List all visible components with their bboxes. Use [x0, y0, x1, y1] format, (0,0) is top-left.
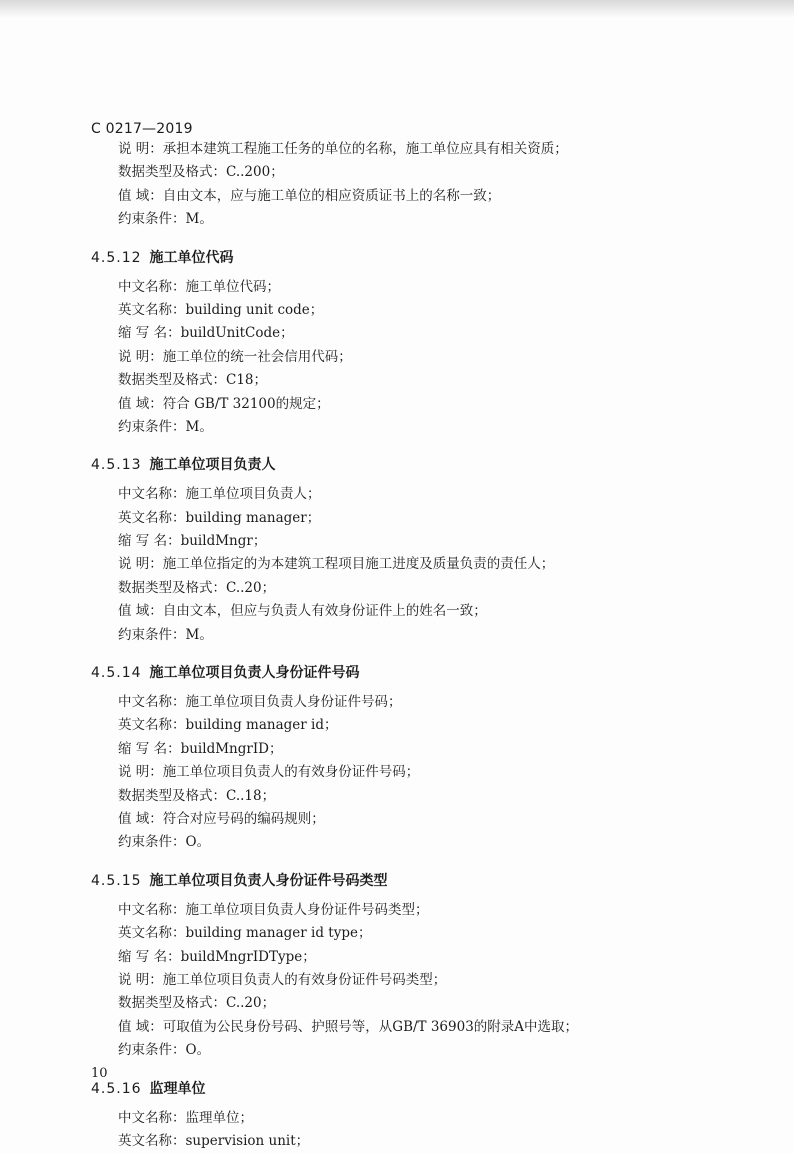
field-row: [118, 185, 731, 208]
field-label: 说 明: [118, 764, 149, 780]
field-separator: ：: [167, 325, 181, 341]
field-value: buildMngr；: [181, 533, 267, 549]
intro-fields: [91, 138, 731, 232]
field-value: O。: [186, 834, 211, 850]
field-value: C..200；: [226, 164, 284, 180]
section: [91, 439, 731, 647]
field-label: 缩 写 名: [118, 533, 167, 549]
field-value: 自由文本，应与施工单位的相应资质证书上的名称一致；: [163, 188, 501, 204]
field-label: 数据类型及格式: [118, 164, 213, 180]
section-title: [91, 661, 731, 685]
field-separator: ：: [213, 788, 227, 804]
field-value: M。: [186, 211, 213, 227]
field-row: [118, 1039, 731, 1062]
field-value: 施工单位的统一社会信用代码；: [163, 349, 352, 365]
field-label: 值 域: [118, 188, 149, 204]
field-label: 英文名称: [118, 717, 172, 733]
field-row: [118, 624, 731, 647]
field-separator: ：: [172, 211, 186, 227]
field-value: buildMngrIDType；: [181, 949, 316, 965]
field-label: 说 明: [118, 349, 149, 365]
field-separator: ：: [172, 279, 186, 295]
field-row: [118, 761, 731, 784]
field-separator: ：: [172, 694, 186, 710]
field-label: 约束条件: [118, 1042, 172, 1058]
section: [91, 855, 731, 1063]
field-label: 数据类型及格式: [118, 995, 213, 1011]
field-separator: ：: [172, 925, 186, 941]
section-heading: 施工单位项目负责人身份证件号码: [150, 665, 360, 681]
field-label: 英文名称: [118, 510, 172, 526]
field-value: building unit code；: [186, 302, 324, 318]
field-value: 施工单位代码；: [186, 279, 281, 295]
field-row: [118, 1016, 731, 1039]
field-row: [118, 785, 731, 808]
field-separator: ：: [213, 164, 227, 180]
field-label: 说 明: [118, 972, 149, 988]
field-label: 数据类型及格式: [118, 580, 213, 596]
field-value: 施工单位项目负责人；: [186, 486, 321, 502]
field-label: 约束条件: [118, 211, 172, 227]
field-value: buildMngrID；: [181, 741, 283, 757]
field-value: 监理单位；: [186, 1110, 254, 1126]
field-value: building manager；: [186, 510, 321, 526]
field-row: [118, 416, 731, 439]
field-label: 值 域: [118, 603, 149, 619]
field-row: [118, 553, 731, 576]
field-row: [118, 691, 731, 714]
field-row: [118, 393, 731, 416]
field-row: [118, 946, 731, 969]
section-number: 4.5.13: [91, 457, 142, 473]
field-row: [118, 208, 731, 231]
field-label: 中文名称: [118, 694, 172, 710]
field-separator: ：: [149, 556, 163, 572]
scan-edge: [0, 0, 794, 18]
field-label: 中文名称: [118, 1110, 172, 1126]
field-separator: ：: [149, 764, 163, 780]
field-value: 承担本建筑工程施工任务的单位的名称，施工单位应具有相关资质；: [163, 141, 568, 157]
field-label: 缩 写 名: [118, 325, 167, 341]
field-value: 可取值为公民身份号码、护照号等，从GB/T 36903的附录A中选取；: [163, 1019, 578, 1035]
field-value: M。: [186, 627, 213, 643]
field-row: [118, 899, 731, 922]
field-value: 符合对应号码的编码规则；: [163, 811, 325, 827]
field-label: 数据类型及格式: [118, 372, 213, 388]
field-row: [118, 276, 731, 299]
standard-code-header: C 0217—2019: [91, 121, 193, 137]
field-label: 约束条件: [118, 627, 172, 643]
field-separator: ：: [172, 419, 186, 435]
field-separator: ：: [167, 741, 181, 757]
field-value: C18；: [226, 372, 267, 388]
field-row: [118, 922, 731, 945]
field-row: [118, 600, 731, 623]
field-label: 说 明: [118, 141, 149, 157]
field-label: 缩 写 名: [118, 949, 167, 965]
field-separator: ：: [172, 902, 186, 918]
document-body: [91, 138, 731, 1153]
section-title: [91, 869, 731, 893]
field-separator: ：: [213, 995, 227, 1011]
section-title: [91, 246, 731, 270]
field-separator: ：: [213, 372, 227, 388]
field-separator: ：: [149, 1019, 163, 1035]
field-separator: ：: [149, 396, 163, 412]
field-row: [118, 1107, 731, 1130]
field-separator: ：: [172, 302, 186, 318]
field-separator: ：: [149, 811, 163, 827]
section-number: 4.5.12: [91, 250, 142, 266]
field-label: 值 域: [118, 811, 149, 827]
field-label: 约束条件: [118, 834, 172, 850]
field-separator: ：: [172, 627, 186, 643]
field-row: [118, 808, 731, 831]
field-value: 施工单位项目负责人的有效身份证件号码类型；: [163, 972, 447, 988]
field-value: 施工单位项目负责人身份证件号码类型；: [186, 902, 429, 918]
field-value: buildUnitCode；: [181, 325, 294, 341]
field-label: 值 域: [118, 1019, 149, 1035]
section: [91, 1063, 731, 1153]
section-number: 4.5.14: [91, 665, 142, 681]
field-label: 说 明: [118, 556, 149, 572]
field-row: [118, 369, 731, 392]
field-label: 值 域: [118, 396, 149, 412]
field-row: [118, 714, 731, 737]
field-value: 施工单位项目负责人的有效身份证件号码；: [163, 764, 420, 780]
section-heading: 施工单位代码: [150, 250, 234, 266]
field-separator: ：: [172, 1133, 186, 1149]
field-separator: ：: [172, 1110, 186, 1126]
field-value: 施工单位指定的为本建筑工程项目施工进度及质量负责的责任人；: [163, 556, 555, 572]
field-row: [118, 322, 731, 345]
field-value: building manager id type；: [186, 925, 372, 941]
field-row: [118, 161, 731, 184]
field-label: 中文名称: [118, 279, 172, 295]
field-row: [118, 738, 731, 761]
section: [91, 232, 731, 440]
field-value: C..18；: [226, 788, 275, 804]
field-separator: ：: [172, 834, 186, 850]
field-separator: ：: [167, 949, 181, 965]
field-row: [118, 577, 731, 600]
field-row: [118, 299, 731, 322]
section-heading: 监理单位: [150, 1081, 206, 1097]
field-row: [118, 507, 731, 530]
field-row: [118, 831, 731, 854]
field-row: [118, 346, 731, 369]
field-row: [118, 530, 731, 553]
field-row: [118, 483, 731, 506]
field-row: [118, 992, 731, 1015]
field-separator: ：: [149, 603, 163, 619]
field-label: 约束条件: [118, 419, 172, 435]
field-separator: ：: [149, 972, 163, 988]
field-label: 缩 写 名: [118, 741, 167, 757]
field-row: [118, 1130, 731, 1153]
field-value: C..20；: [226, 580, 275, 596]
section: [91, 647, 731, 855]
field-value: building manager id；: [186, 717, 338, 733]
section-title: [91, 453, 731, 477]
section-heading: 施工单位项目负责人: [150, 457, 276, 473]
field-value: 施工单位项目负责人身份证件号码；: [186, 694, 402, 710]
field-separator: ：: [167, 533, 181, 549]
field-separator: ：: [149, 141, 163, 157]
field-separator: ：: [149, 188, 163, 204]
field-value: M。: [186, 419, 213, 435]
field-separator: ：: [172, 510, 186, 526]
field-label: 英文名称: [118, 302, 172, 318]
field-separator: ：: [172, 717, 186, 733]
section-number: 4.5.16: [91, 1081, 142, 1097]
field-label: 中文名称: [118, 486, 172, 502]
page-number: 10: [91, 1066, 108, 1081]
field-label: 英文名称: [118, 925, 172, 941]
field-separator: ：: [213, 580, 227, 596]
field-row: [118, 969, 731, 992]
field-separator: ：: [172, 1042, 186, 1058]
section-title: [91, 1077, 731, 1101]
field-label: 英文名称: [118, 1133, 172, 1149]
field-label: 中文名称: [118, 902, 172, 918]
section-number: 4.5.15: [91, 873, 142, 889]
field-row: [118, 138, 731, 161]
sections: [91, 232, 731, 1153]
field-value: O。: [186, 1042, 211, 1058]
field-separator: ：: [172, 486, 186, 502]
field-value: supervision unit；: [186, 1133, 310, 1149]
field-value: 符合 GB/T 32100的规定；: [163, 396, 330, 412]
section-heading: 施工单位项目负责人身份证件号码类型: [150, 873, 388, 889]
field-value: 自由文本，但应与负责人有效身份证件上的姓名一致；: [163, 603, 487, 619]
field-label: 数据类型及格式: [118, 788, 213, 804]
field-value: C..20；: [226, 995, 275, 1011]
field-separator: ：: [149, 349, 163, 365]
